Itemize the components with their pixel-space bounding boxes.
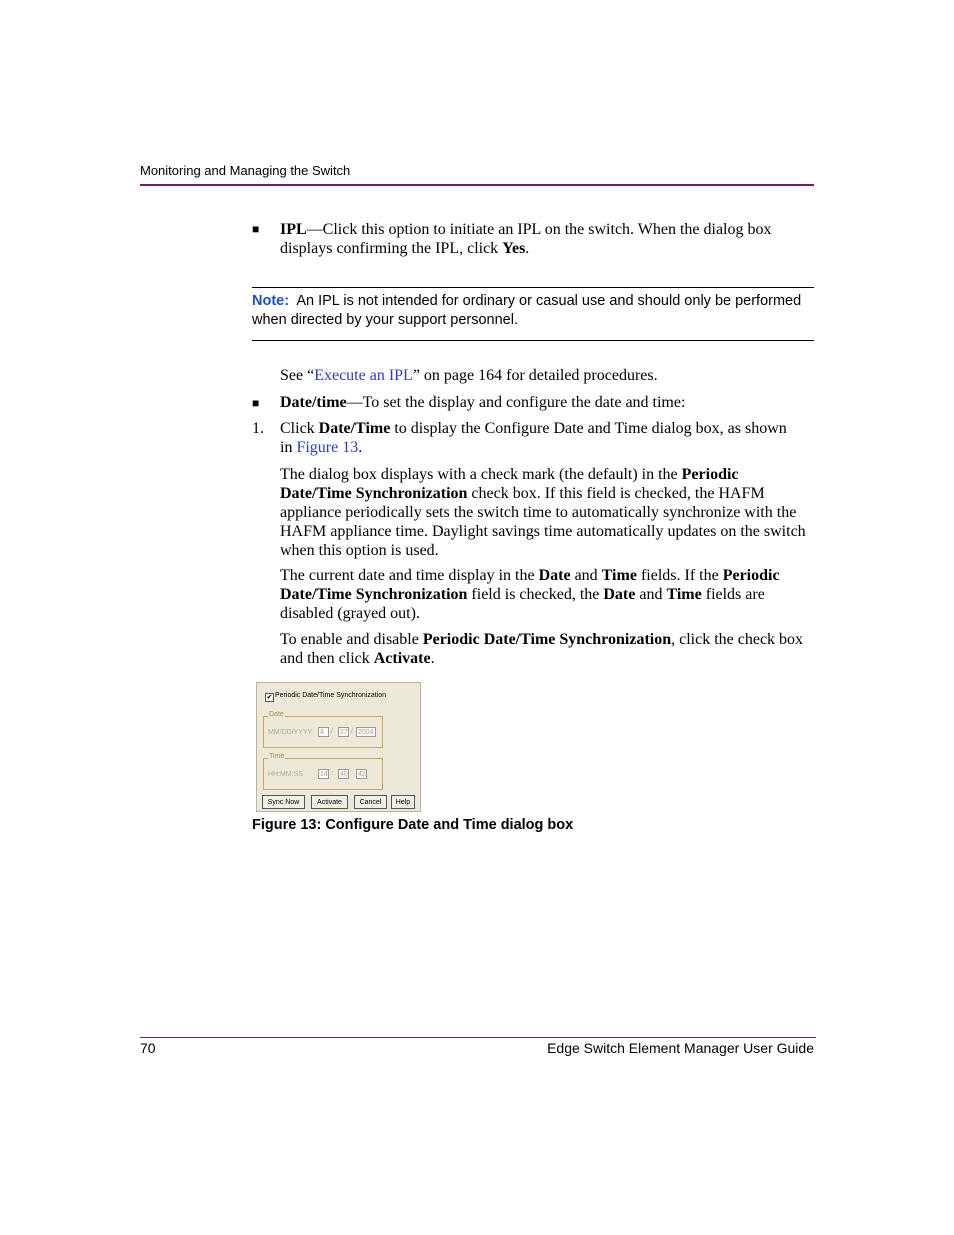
step-number: 1. [252,420,264,437]
minute-field[interactable]: 40 [340,771,348,778]
second-field[interactable]: 42 [358,771,366,778]
activate-button[interactable]: Activate [311,795,348,809]
datetime-term: Date/time [280,394,347,411]
p2-k: fields are disabled (grayed out). [280,586,765,622]
step-1 [280,419,790,457]
note-rule-top [252,287,814,288]
p3-c: , click the check box and then click [280,631,804,667]
step-text-a: Click [280,420,319,437]
step-text-c: . [358,439,363,456]
execute-ipl-link[interactable]: Execute an IPL [314,367,413,384]
date-group [263,711,383,748]
hour-field[interactable]: 14 [320,771,328,778]
page-number: 70 [140,1040,156,1056]
day-field[interactable]: 27 [340,729,348,736]
sync-now-button[interactable]: Sync Now [262,795,305,809]
date-separator: / [351,728,353,735]
p2-j: Time [666,586,702,603]
p2-a: The current date and time display in the [280,567,539,584]
datetime-paragraph [280,393,815,412]
p2-e: fields. If the [636,567,723,584]
p1-a: The dialog box displays with a check mark (the default) in the [280,466,682,483]
date-time-fields-paragraph [280,566,812,623]
see-text-b: ” on page 164 for detailed procedures. [412,367,658,384]
datetime-bullet: ■ [252,396,260,410]
p2-d: Time [601,567,637,584]
ipl-term: IPL [280,221,307,238]
cancel-button[interactable]: Cancel [354,795,387,809]
note-text: An IPL is not intended for ordinary or casual use and should only be performed when directed by your support personnel. [252,293,802,328]
time-separator: : [351,770,353,777]
document-title: Edge Switch Element Manager User Guide [547,1040,814,1056]
date-format-label: MM/DD/YYYY [268,729,313,736]
year-field[interactable]: 2004 [356,727,376,737]
p3-d: Activate [373,650,431,667]
periodic-sync-checkbox[interactable]: ✔ [266,694,273,701]
p2-i: and [635,586,667,603]
enable-disable-paragraph [280,630,812,668]
step-strong: Date/Time [318,420,391,437]
figure-caption: Figure 13: Configure Date and Time dialog box [252,817,574,833]
figure-13-link[interactable]: Figure 13 [296,439,359,456]
footer-rule [140,1037,816,1038]
help-button[interactable]: Help [391,795,415,809]
p2-g: field is checked, the [467,586,604,603]
note-label: Note: [252,293,290,309]
time-format-label: HH:MM:SS [268,771,303,778]
p3-b: Periodic Date/Time Synchronization [422,631,672,648]
see-text-a: See “ [280,367,315,384]
p1-c: check box. If this field is checked, the HAFM appliance periodically sets the switch time to automatically synchronize with the HAFM appliance time. Daylight savings time automatically updates on the switch when this option is used. [280,485,806,559]
periodic-sync-label: Periodic Date/Time Synchronization [275,692,387,699]
ipl-paragraph [280,220,815,258]
see-reference [280,366,815,385]
p2-b: Date [538,567,571,584]
date-group-label: Date [269,711,284,718]
ipl-yes: Yes [502,240,526,257]
p3-a: To enable and disable [280,631,423,648]
p2-c: and [570,567,602,584]
running-header: Monitoring and Managing the Switch [140,163,351,178]
p2-f: Periodic Date/Time Synchronization [280,567,780,603]
p3-e: . [430,650,435,667]
note-block [252,292,814,330]
time-group [263,753,383,790]
p2-h: Date [603,586,636,603]
header-rule [140,184,814,186]
ipl-text: —Click this option to initiate an IPL on the switch. When the dialog box displays confirming the IPL, click [280,221,772,257]
dialog-description-paragraph [280,465,812,560]
note-rule-bottom [252,340,814,341]
datetime-text: —To set the display and configure the date and time: [346,394,686,411]
month-field[interactable]: 4 [318,727,329,737]
step-text-b: to display the Configure Date and Time dialog box, as shown in [280,420,787,456]
time-separator: : [331,770,333,777]
configure-date-time-dialog [256,682,421,812]
p1-b: Periodic Date/Time Synchronization [280,466,739,502]
date-separator: / [331,728,333,735]
ipl-end: . [525,240,530,257]
ipl-bullet: ■ [252,222,260,236]
time-group-label: Time [269,753,285,760]
